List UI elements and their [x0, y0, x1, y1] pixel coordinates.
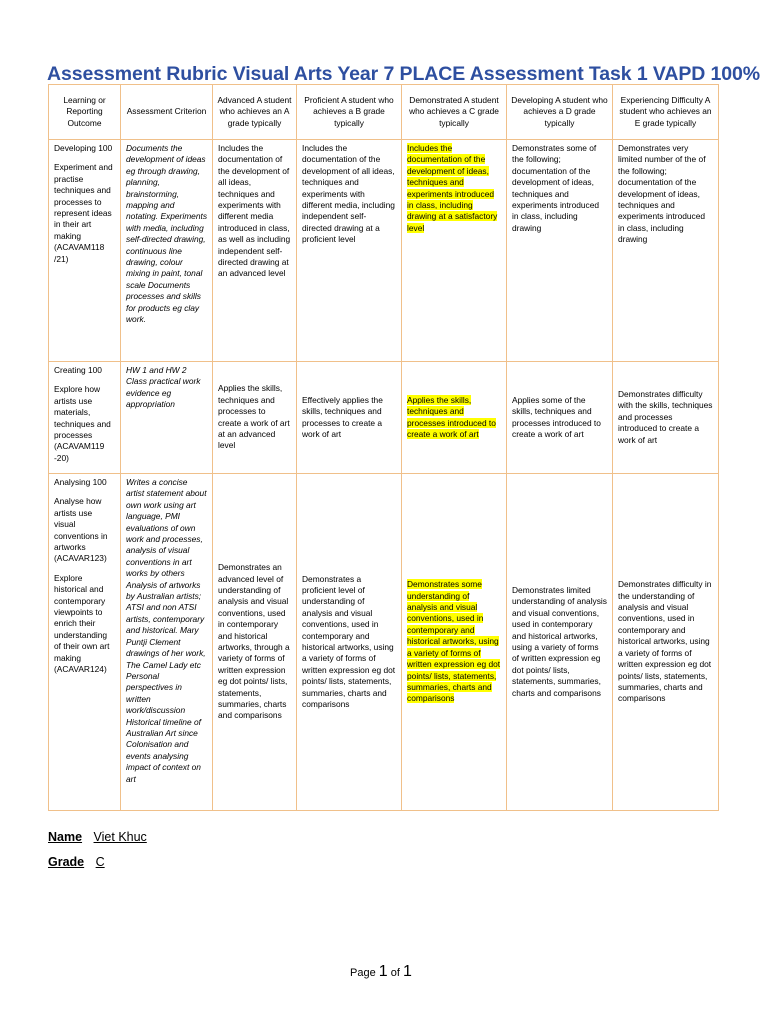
demonstrated-cell [402, 362, 507, 474]
footer-page-number: 1 [378, 963, 388, 980]
footer-of-label: of [390, 967, 400, 979]
highlighted-grade-text: Demonstrates some understanding of analysis and visual conventions, used in contemporary and historical artworks, using a variety of forms of written expression eg dot points/ lists, statements, summaries, charts and comparisons [407, 579, 501, 704]
advanced-cell: Demonstrates an advanced level of understanding of analysis and visual conventions, used in contemporary and historical artworks, through a variety of forms of written expression eg dot points/ lists, statements, summaries, charts and comparisons [213, 474, 297, 811]
outcome-body: Analyse how artists use visual conventions in artworks (ACAVAR123) [54, 496, 108, 564]
header-advanced: Advanced A student who achieves an A grade typically [213, 85, 297, 140]
header-developing: Developing A student who achieves a D grade typically [507, 85, 613, 140]
grade-line [48, 855, 105, 869]
name-value: Viet Khuc [93, 830, 147, 844]
outcome-cell [49, 474, 121, 811]
table-row [49, 140, 719, 362]
header-proficient: Proficient A student who achieves a B grade typically [297, 85, 402, 140]
highlighted-grade-text: Applies the skills, techniques and processes introduced to create a work of art [407, 394, 496, 439]
page-title: Assessment Rubric Visual Arts Year 7 PLACE Assessment Task 1 VAPD 100% [47, 63, 761, 85]
proficient-cell: Effectively applies the skills, techniques and processes to create a work of art [297, 362, 402, 474]
grade-label: Grade [48, 855, 85, 869]
advanced-cell: Includes the documentation of the development of all ideas, techniques and experiments with different media introduced in class, as well as including independent self-directed drawing at an advanced level [213, 140, 297, 362]
criterion-cell: Documents the development of ideas eg through drawing, planning, brainstorming, mapping and notating. Experiments with media, including self-directed drawing, continuous line drawing, colour mixing in paint, tonal scale Documents processes and skills for products eg clay work. [121, 140, 213, 362]
outcome-title: Developing 100 [54, 143, 113, 153]
footer-page-label: Page [350, 967, 376, 979]
demonstrated-cell [402, 140, 507, 362]
outcome-body: Explore how artists use materials, techniques and processes (ACAVAM119 -20) [54, 384, 111, 463]
header-demonstrated: Demonstrated A student who achieves a C grade typically [402, 85, 507, 140]
name-line [48, 830, 147, 844]
outcome-title: Creating 100 [54, 365, 102, 375]
rubric-table [48, 84, 719, 811]
footer-page-total: 1 [402, 963, 412, 980]
developing-cell: Demonstrates some of the following; documentation of the development of ideas, techniques and experiments introduced in class, including drawing [507, 140, 613, 362]
outcome-title: Analysing 100 [54, 477, 107, 487]
difficulty-cell: Demonstrates difficulty in the understanding of analysis and visual conventions, used in contemporary and historical artworks, using a variety of forms of written expression eg dot points/ lists, statements, summaries, charts and comparisons [613, 474, 719, 811]
criterion-cell: HW 1 and HW 2 Class practical work evidence eg appropriation [121, 362, 213, 474]
table-row [49, 474, 719, 811]
demonstrated-cell [402, 474, 507, 811]
grade-value: C [95, 855, 105, 869]
proficient-cell: Demonstrates a proficient level of understanding of analysis and visual conventions, used in contemporary and historical artworks, using a variety of forms of written expression eg dot points/ lists, statements, summaries, charts and comparisons [297, 474, 402, 811]
name-label: Name [48, 830, 83, 844]
highlighted-grade-text: Includes the documentation of the development of ideas, techniques and experiments introduced in class, including drawing at a satisfactory level [407, 143, 498, 233]
header-criterion: Assessment Criterion [121, 85, 213, 140]
header-row [49, 85, 719, 140]
developing-cell: Applies some of the skills, techniques and processes introduced to create a work of art [507, 362, 613, 474]
page-footer [350, 963, 412, 981]
developing-cell: Demonstrates limited understanding of analysis and visual conventions, used in contemporary and historical artworks, using a variety of forms of written expression eg dot points/ lists, statements, summaries, charts and comparisons [507, 474, 613, 811]
criterion-cell: Writes a concise artist statement about own work using art language, PMI evaluations of own work and processes, analysis of visual conventions in art works by others Analysis of artworks by Australian artists; ATSI and non ATSI artists, contemporary and historical. Mary Puntji Clement drawings of her work, The Camel Lady etc Personal perspectives in written work/discussion Historical timeline of Australian Art since Colonisation and events analysing impact of context on art [121, 474, 213, 811]
outcome-cell [49, 362, 121, 474]
advanced-cell: Applies the skills, techniques and processes to create a work of art at an advanced level [213, 362, 297, 474]
header-outcome: Learning or Reporting Outcome [49, 85, 121, 140]
table-row [49, 362, 719, 474]
outcome-body-secondary: Explore historical and contemporary viewpoints to enrich their understanding of their own art making (ACAVAR124) [54, 572, 110, 675]
outcome-body: Experiment and practise techniques and processes to represent ideas in their art making (ACAVAM118 /21) [54, 162, 113, 264]
header-difficulty: Experiencing Difficulty A student who achieves an E grade typically [613, 85, 719, 140]
proficient-cell: Includes the documentation of the development of all ideas, techniques and experiments with different media, including independent self-directed drawing at a proficient level [297, 140, 402, 362]
difficulty-cell: Demonstrates difficulty with the skills, techniques and processes introduced to create a work of art [613, 362, 719, 474]
difficulty-cell: Demonstrates very limited number of the of the following; documentation of the development of ideas, techniques and experiments introduced in class, including drawing [613, 140, 719, 362]
outcome-cell [49, 140, 121, 362]
